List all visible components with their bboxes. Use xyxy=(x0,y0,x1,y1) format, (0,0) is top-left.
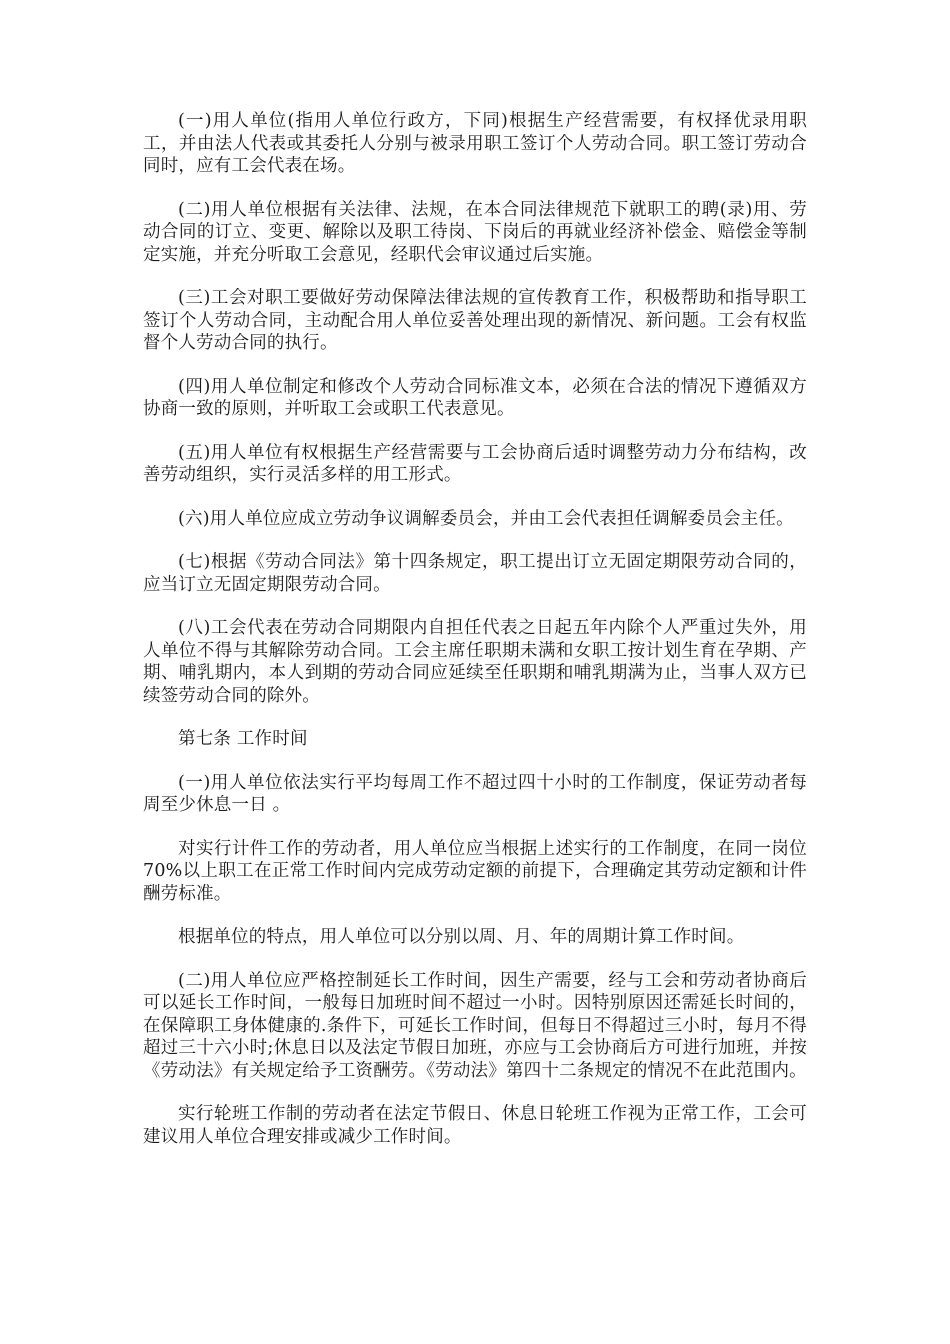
paragraph-6: (六)用人单位应成立劳动争议调解委员会，并由工会代表担任调解委员会主任。 xyxy=(178,508,794,529)
paragraph-5: (五)用人单位有权根据生产经营需要与工会协商后适时调整劳动力分布结构，改善劳动组织，实行灵活多样的用工形式。 xyxy=(143,442,807,485)
paragraph-3: (三)工会对职工要做好劳动保障法律法规的宣传教育工作，积极帮助和指导职工签订个人劳动合同，主动配合用人单位妥善处理出现的新情况、新问题。工会有权监督个人劳动合同的执行。 xyxy=(143,288,807,353)
paragraph-13: 实行轮班工作制的劳动者在法定节假日、休息日轮班工作视为正常工作，工会可建议用人单位合理安排或减少工作时间。 xyxy=(143,1104,807,1147)
paragraph-11: 根据单位的特点，用人单位可以分别以周、月、年的周期计算工作时间。 xyxy=(178,927,745,947)
paragraph-4: (四)用人单位制定和修改个人劳动合同标准文本，必须在合法的情况下遵循双方协商一致的原则，并听取工会或职工代表意见。 xyxy=(143,376,807,419)
paragraph-2: (二)用人单位根据有关法律、法规，在本合同法律规范下就职工的聘(录)用、劳动合同的订立、变更、解除以及职工待岗、下岗后的再就业经济补偿金、赔偿金等制定实施，并充分听取工会意见，经职代会审议通过后实施。 xyxy=(143,199,807,265)
paragraph-9: (一)用人单位依法实行平均每周工作不超过四十小时的工作制度，保证劳动者每周至少休息一日 。 xyxy=(143,772,807,815)
paragraph-10: 对实行计件工作的劳动者，用人单位应当根据上述实行的工作制度，在同一岗位70%以上职工在正常工作时间内完成劳动定额的前提下，合理确定其劳动定额和计件酬劳标准。 xyxy=(143,838,807,904)
section-heading: 第七条 工作时间 xyxy=(178,729,308,749)
paragraph-7: (七)根据《劳动合同法》第十四条规定，职工提出订立无固定期限劳动合同的，应当订立无固定期限劳动合同。 xyxy=(143,552,807,595)
paragraph-12: (二)用人单位应严格控制延长工作时间，因生产需要，经与工会和劳动者协商后可以延长工作时间，一般每日加班时间不超过一小时。因特别原因还需延长时间的，在保障职工身体健康的.条件下，可延长工作时间，但每日不得超过三小时，每月不得超过三十六小时;休息日以及法定节假日加班，亦应与工会协商后方可进行加班，并按《劳动法》有关规定给予工资酬劳。《劳动法》第四十二条规定的情况不在此范围内。 xyxy=(143,970,807,1081)
paragraph-8: (八)工会代表在劳动合同期限内自担任代表之日起五年内除个人严重过失外，用人单位不得与其解除劳动合同。工会主席任职期未满和女职工按计划生育在孕期、产期、哺乳期内，本人到期的劳动合同应延续至任职期和哺乳期满为止，当事人双方已续签劳动合同的除外。 xyxy=(143,618,807,706)
paragraph-1: (一)用人单位(指用人单位行政方，下同)根据生产经营需要，有权择优录用职工，并由法人代表或其委托人分别与被录用职工签订个人劳动合同。职工签订劳动合同时，应有工会代表在场。 xyxy=(143,111,807,176)
document-body xyxy=(143,110,807,1169)
